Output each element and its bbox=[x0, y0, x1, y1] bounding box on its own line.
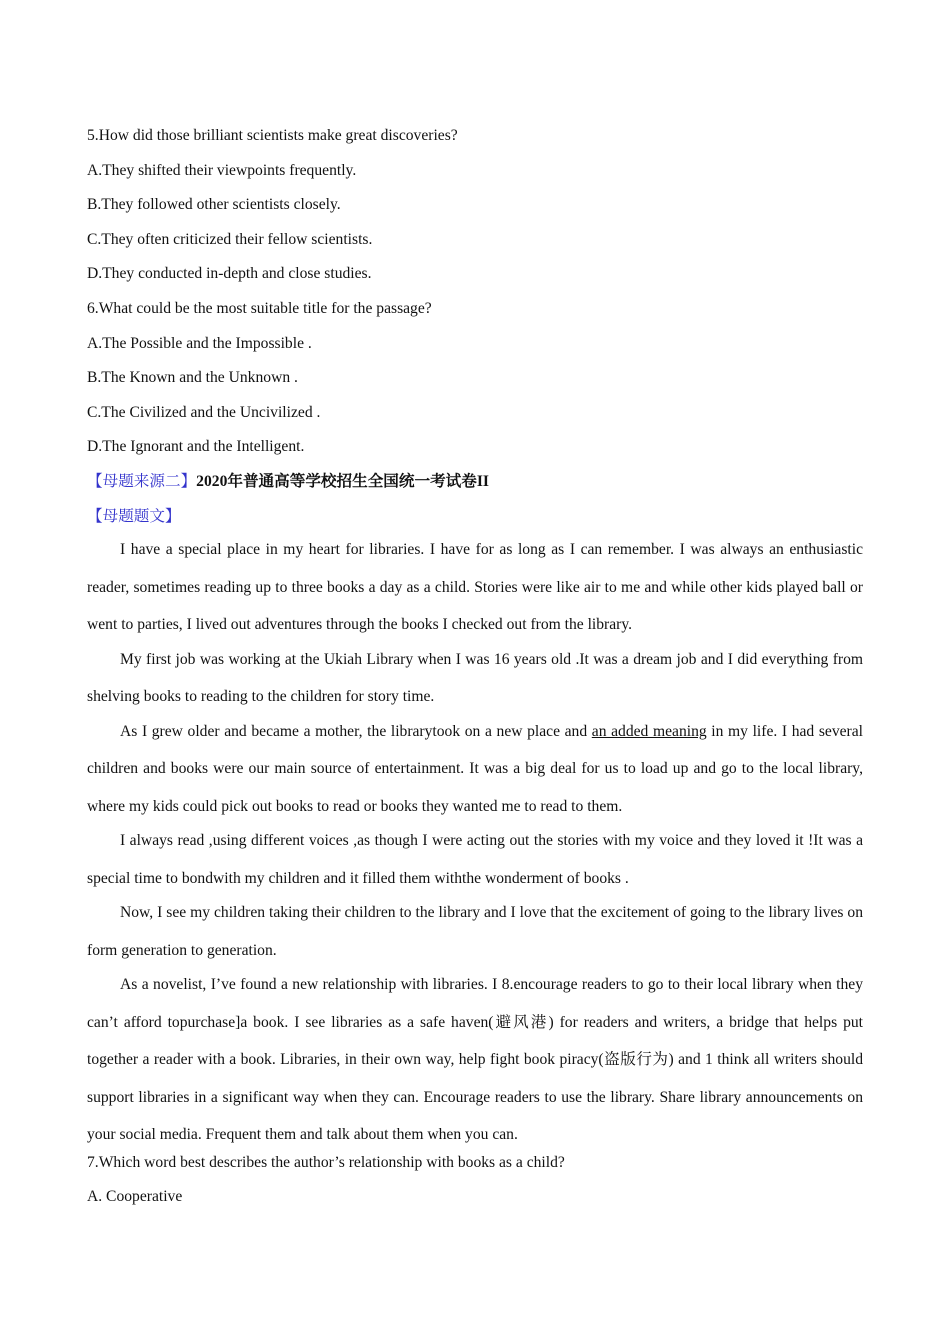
paragraph-3-after: in my life. I had several children and books were our main source of entertainment. It was a big deal for us to load up and go to the local library, where my kids could pick out books to read or books they wanted me to read to them. bbox=[87, 722, 863, 815]
question-5-option-c: C.They often criticized their fellow scientists. bbox=[87, 230, 373, 248]
document-page bbox=[87, 124, 863, 1220]
passage-paragraph-4: I always read ,using different voices ,as though I were acting out the stories with my voice and they loved it !It was a special time to bondwith my children and it filled them withthe wonderment of books . bbox=[87, 832, 863, 887]
question-6-option-c: C.The Civilized and the Uncivilized . bbox=[87, 403, 321, 421]
source-title: 2020年普通高等学校招生全国统一考试卷II bbox=[196, 472, 489, 490]
passage-paragraph-2: My first job was working at the Ukiah Library when I was 16 years old .It was a dream job and I did everything from shelving books to reading to the children for story time. bbox=[87, 650, 863, 706]
passage-paragraph-3 bbox=[87, 713, 863, 826]
paragraph-3-before: As I grew older and became a mother, the librarytook on a new place and bbox=[120, 722, 592, 740]
question-5-option-d: D.They conducted in-depth and close studies. bbox=[87, 265, 372, 283]
question-7-stem: 7.Which word best describes the author’s relationship with books as a child? bbox=[87, 1153, 565, 1171]
passage-paragraph-5: Now, I see my children taking their children to the library and I love that the excitement of going to the library lives on form generation to generation. bbox=[87, 904, 863, 959]
passage-paragraph-6: As a novelist, I’ve found a new relationship with libraries. I 8.encourage readers to go to their local library when they can’t afford topurchase]a book. I see libraries as a safe haven(避风港) for readers and writers, a bridge that helps put together a reader with a book. Libraries, in their own way, help fight book piracy(盗版行为) and 1 think all writers should support libraries in a significant way when they can. Encourage readers to use the library. Share library announcements on your social media. Frequent them and talk about them when you can. bbox=[87, 976, 863, 1144]
source-heading bbox=[87, 470, 863, 505]
passage-tag: 【母题题文】 bbox=[87, 507, 181, 525]
question-5-option-a: A.They shifted their viewpoints frequently. bbox=[87, 161, 357, 179]
question-5-option-b: B.They followed other scientists closely. bbox=[87, 196, 341, 214]
question-6-option-d: D.The Ignorant and the Intelligent. bbox=[87, 438, 305, 456]
underlined-phrase: an added meaning bbox=[591, 722, 707, 740]
source-tag: 【母题来源二】 bbox=[87, 472, 197, 490]
question-5-stem: 5.How did those brilliant scientists make great discoveries? bbox=[87, 127, 458, 144]
question-6-option-a: A.The Possible and the Impossible . bbox=[87, 334, 312, 352]
question-6-stem: 6.What could be the most suitable title for the passage? bbox=[87, 299, 432, 317]
passage-paragraph-1: I have a special place in my heart for libraries. I have for as long as I can remember. I was always an enthusiastic reader, sometimes reading up to three books a day as a child. Stories were like air to me and while other kids played ball or went to parties, I lived out adventures through the books I checked out from the library. bbox=[87, 541, 863, 634]
question-6-option-b: B.The Known and the Unknown . bbox=[87, 369, 298, 387]
question-7-option-a: A. Cooperative bbox=[87, 1188, 183, 1206]
